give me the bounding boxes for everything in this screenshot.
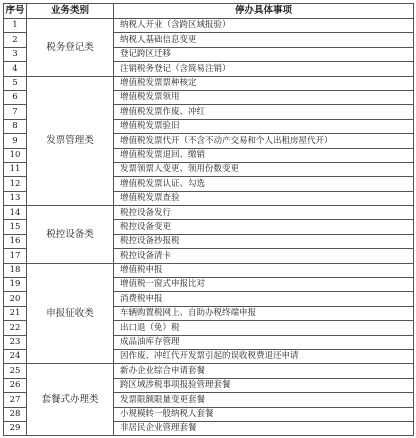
table-row	[4, 76, 414, 90]
suspended-services-table	[3, 3, 414, 436]
table-row	[4, 206, 414, 220]
row-serial-number: 12	[4, 177, 27, 191]
row-item: 增值税发票作废、冲红	[114, 105, 414, 119]
category-cell: 套餐式办理类	[27, 364, 114, 436]
row-serial-number: 9	[4, 134, 27, 148]
row-item: 税控设备清卡	[114, 249, 414, 263]
row-item: 增值税发票领用	[114, 90, 414, 104]
row-item: 增值税发票代开（不含不动产交易和个人出租房屋代开）	[114, 134, 414, 148]
row-item: 车辆购置税网上、自助办税终端申报	[114, 306, 414, 320]
row-serial-number: 24	[4, 349, 27, 363]
row-item: 成品油库存管理	[114, 335, 414, 349]
row-serial-number: 22	[4, 321, 27, 335]
row-item: 增值税申报	[114, 263, 414, 277]
row-item: 增值税一窗式申报比对	[114, 278, 414, 292]
category-cell: 申报征收类	[27, 263, 114, 364]
header-suspended-item: 停办具体事项	[114, 4, 414, 19]
row-item: 出口退（免）税	[114, 321, 414, 335]
row-item: 纳税人基础信息变更	[114, 33, 414, 47]
table-header-row	[4, 4, 414, 19]
row-serial-number: 6	[4, 90, 27, 104]
row-serial-number: 3	[4, 47, 27, 61]
row-serial-number: 17	[4, 249, 27, 263]
row-item: 因作废、冲红代开发票引起的误收税费退还申请	[114, 349, 414, 363]
row-item: 消费税申报	[114, 292, 414, 306]
row-item: 登记跨区迁移	[114, 47, 414, 61]
row-item: 增值税发票票种核定	[114, 76, 414, 90]
row-item: 注销税务登记（含简易注销）	[114, 62, 414, 76]
row-serial-number: 4	[4, 62, 27, 76]
row-item: 发票领票人变更、领用份数变更	[114, 162, 414, 176]
row-serial-number: 23	[4, 335, 27, 349]
row-serial-number: 15	[4, 220, 27, 234]
row-item: 非居民企业管理套餐	[114, 421, 414, 435]
row-serial-number: 19	[4, 278, 27, 292]
row-serial-number: 5	[4, 76, 27, 90]
row-serial-number: 16	[4, 234, 27, 248]
row-item: 税控设备变更	[114, 220, 414, 234]
row-serial-number: 18	[4, 263, 27, 277]
row-item: 税控设备发行	[114, 206, 414, 220]
row-item: 增值税发票验旧	[114, 119, 414, 133]
category-cell: 发票管理类	[27, 76, 114, 206]
row-item: 跨区域涉税事项报验管理套餐	[114, 378, 414, 392]
category-cell: 税控设备类	[27, 206, 114, 264]
table-row	[4, 19, 414, 33]
row-serial-number: 8	[4, 119, 27, 133]
row-item: 增值税发票查验	[114, 191, 414, 205]
row-item: 发票限额限量变更套餐	[114, 393, 414, 407]
row-serial-number: 13	[4, 191, 27, 205]
row-item: 增值税发票认证、勾选	[114, 177, 414, 191]
row-serial-number: 28	[4, 407, 27, 421]
category-cell: 税务登记类	[27, 19, 114, 77]
row-serial-number: 7	[4, 105, 27, 119]
row-item: 小规模转一般纳税人套餐	[114, 407, 414, 421]
row-serial-number: 27	[4, 393, 27, 407]
row-serial-number: 26	[4, 378, 27, 392]
table-row	[4, 364, 414, 378]
row-serial-number: 20	[4, 292, 27, 306]
row-serial-number: 25	[4, 364, 27, 378]
row-serial-number: 29	[4, 421, 27, 435]
row-item: 新办企业综合申请套餐	[114, 364, 414, 378]
row-item: 税控设备抄报税	[114, 234, 414, 248]
row-serial-number: 11	[4, 162, 27, 176]
header-business-category: 业务类别	[27, 4, 114, 19]
row-serial-number: 2	[4, 33, 27, 47]
table-row	[4, 263, 414, 277]
row-serial-number: 14	[4, 206, 27, 220]
row-serial-number: 21	[4, 306, 27, 320]
row-serial-number: 1	[4, 19, 27, 33]
row-item: 增值税发票退回、缴销	[114, 148, 414, 162]
row-serial-number: 10	[4, 148, 27, 162]
table-body	[4, 19, 414, 436]
header-serial-number: 序号	[4, 4, 27, 19]
row-item: 纳税人开业（含跨区域报验）	[114, 19, 414, 33]
